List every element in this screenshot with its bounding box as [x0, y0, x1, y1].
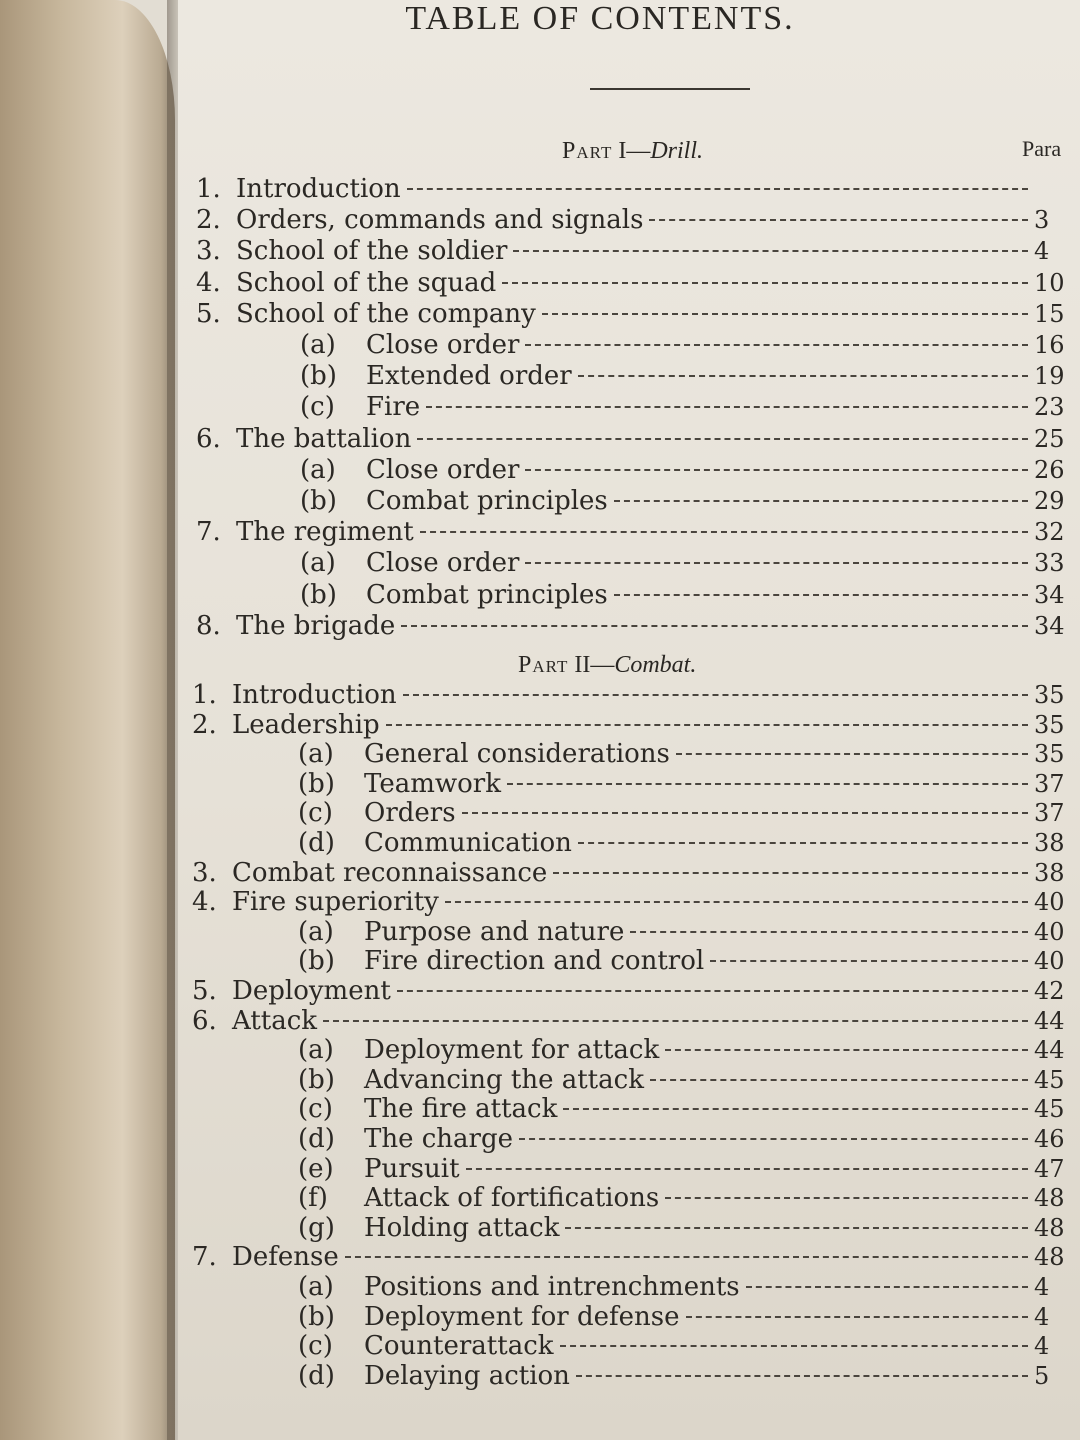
toc-entry-page: 47 — [1034, 1154, 1065, 1183]
toc-entry-page: 38 — [1034, 858, 1065, 887]
part-heading — [562, 138, 703, 165]
toc-entry-page: 48 — [1034, 1243, 1065, 1272]
toc-entry-page: 16 — [1034, 331, 1065, 359]
toc-entry-page: 42 — [1034, 977, 1065, 1005]
toc-entry — [196, 611, 1080, 641]
dot-leader — [650, 1079, 1028, 1081]
toc-entry-letter: (a) — [300, 454, 336, 485]
toc-entry — [298, 946, 1080, 976]
toc-entry-letter: (b) — [298, 946, 335, 977]
part-heading-name: Combat. — [614, 652, 697, 678]
dot-leader — [525, 344, 1028, 346]
toc-entry-title: Purpose and nature — [364, 916, 625, 947]
toc-entry-title: School of the company — [236, 298, 536, 329]
column-header: Para — [1022, 136, 1062, 161]
toc-entry — [298, 1361, 1080, 1391]
part-heading-numeral: I— — [618, 138, 651, 164]
toc-entry-letter: (b) — [300, 361, 337, 392]
toc-entry — [298, 1035, 1080, 1065]
dot-leader — [614, 594, 1028, 596]
toc-entry-page: 25 — [1034, 424, 1065, 453]
toc-entry-title: Teamwork — [364, 768, 501, 799]
toc-entry — [300, 455, 1080, 485]
toc-entry — [196, 299, 1080, 329]
toc-entry-page: 40 — [1034, 888, 1065, 917]
toc-entry-title: Close order — [366, 454, 520, 485]
toc-entry-title: Extended order — [366, 361, 572, 392]
toc-entry-letter: (b) — [300, 486, 337, 516]
toc-entry-page: 26 — [1034, 455, 1065, 484]
toc-entry — [298, 1331, 1080, 1361]
toc-entry — [192, 1006, 1080, 1036]
toc-entry — [298, 1302, 1080, 1332]
toc-entry-letter: (a) — [300, 330, 336, 360]
dot-leader — [397, 990, 1028, 992]
toc-entry-page: 44 — [1034, 1036, 1065, 1065]
dot-leader — [426, 406, 1028, 408]
part-heading-name: Drill. — [650, 138, 704, 164]
toc-entry — [298, 1094, 1080, 1124]
toc-entry-page: 4 — [1034, 1302, 1050, 1331]
toc-entry-title: Fire — [366, 392, 421, 423]
toc-entry-page: 40 — [1034, 917, 1065, 946]
toc-entry — [298, 1124, 1080, 1154]
part-heading-word: Part — [562, 138, 613, 164]
toc-entry-page: 10 — [1034, 268, 1065, 297]
toc-entry-title: The regiment — [236, 517, 414, 548]
toc-entry-title: Deployment for defense — [364, 1301, 680, 1332]
dot-leader — [614, 500, 1028, 502]
dot-leader — [578, 375, 1028, 377]
dot-leader — [513, 250, 1028, 252]
toc-entry-title: The brigade — [236, 610, 396, 641]
toc-entry-page: 37 — [1034, 799, 1065, 828]
toc-entry-title: Introduction — [236, 174, 401, 204]
dot-leader — [401, 625, 1028, 627]
dot-leader — [417, 438, 1028, 440]
dot-leader — [665, 1049, 1028, 1051]
toc-entry — [196, 517, 1080, 547]
dot-leader — [507, 783, 1028, 785]
toc-entry — [300, 580, 1080, 610]
toc-entry-letter: (b) — [298, 768, 335, 799]
toc-entry-letter: (b) — [300, 579, 337, 610]
toc-entry-page: 46 — [1034, 1125, 1065, 1153]
toc-entry-number: 8. — [196, 610, 221, 641]
adjacent-page-edge — [0, 0, 175, 1440]
toc-entry-page: 32 — [1034, 518, 1065, 547]
toc-entry-letter: (b) — [298, 1301, 335, 1332]
toc-entry-number: 2. — [196, 205, 221, 236]
toc-entry — [298, 769, 1080, 799]
toc-entry-title: Fire direction and control — [364, 946, 705, 977]
toc-entry-title: Introduction — [232, 680, 397, 710]
toc-entry — [300, 361, 1080, 391]
toc-entry-page: 4 — [1034, 1273, 1050, 1301]
dot-leader — [462, 812, 1028, 814]
toc-entry-page: 19 — [1034, 362, 1065, 391]
toc-entry-page: 44 — [1034, 1006, 1065, 1035]
toc-entry-number: 5. — [192, 976, 217, 1006]
toc-entry-letter: (c) — [300, 392, 335, 423]
toc-entry-page: 34 — [1034, 580, 1065, 609]
toc-entry — [192, 858, 1080, 888]
toc-entry-number: 4. — [196, 267, 221, 298]
dot-leader — [560, 1345, 1028, 1347]
toc-entry-number: 6. — [192, 1005, 217, 1036]
toc-entry-title: General considerations — [364, 739, 670, 770]
dot-leader — [519, 1138, 1028, 1140]
dot-leader — [578, 842, 1028, 844]
toc-entry-page: 23 — [1034, 393, 1065, 422]
toc-entry-letter: (a) — [298, 739, 334, 770]
toc-entry-page: 15 — [1034, 299, 1065, 328]
toc-entry-page: 40 — [1034, 947, 1065, 976]
toc-entry-page: 35 — [1034, 710, 1065, 739]
dot-leader — [710, 960, 1028, 962]
dot-leader — [563, 1108, 1028, 1110]
toc-entry — [192, 680, 1080, 710]
toc-entry-title: Deployment — [232, 976, 391, 1006]
toc-entry-title: Communication — [364, 828, 572, 858]
dot-leader — [345, 1256, 1028, 1258]
toc-entry — [298, 1154, 1080, 1184]
toc-entry — [196, 268, 1080, 298]
toc-entry-letter: (c) — [298, 798, 333, 829]
toc-entry-letter: (a) — [298, 916, 334, 947]
toc-entry-number: 7. — [196, 517, 221, 548]
toc-entry-title: Advancing the attack — [364, 1064, 644, 1095]
toc-entry-number: 1. — [192, 680, 217, 710]
page-title: TABLE OF CONTENTS. — [405, 0, 795, 37]
toc-entry-title: School of the squad — [236, 267, 497, 298]
toc-entry-page: 37 — [1034, 769, 1065, 798]
dot-leader — [665, 1197, 1028, 1199]
toc-entry-title: Holding attack — [364, 1212, 560, 1243]
toc-entry-letter: (f) — [298, 1183, 328, 1214]
toc-entry-page: 48 — [1034, 1213, 1065, 1242]
toc-entry — [298, 828, 1080, 858]
toc-entry — [300, 392, 1080, 422]
toc-entry-page: 5 — [1034, 1361, 1050, 1390]
dot-leader — [676, 753, 1028, 755]
toc-entry — [298, 1183, 1080, 1213]
toc-entry-page: 3 — [1034, 206, 1050, 235]
toc-entry-title: Orders, commands and signals — [236, 205, 644, 236]
dot-leader — [576, 1375, 1028, 1377]
toc-entry-title: Attack of fortifications — [364, 1183, 660, 1214]
toc-entry — [298, 798, 1080, 828]
toc-entry-number: 4. — [192, 887, 217, 918]
toc-entry-number: 2. — [192, 709, 217, 740]
toc-entry-number: 3. — [192, 857, 217, 888]
toc-entry-title: Leadership — [232, 709, 380, 740]
toc-entry-number: 7. — [192, 1242, 217, 1273]
toc-entry-page: 4 — [1034, 237, 1050, 266]
toc-entry-title: Deployment for attack — [364, 1035, 660, 1066]
toc-entry-title: Combat principles — [366, 579, 608, 610]
toc-entry — [196, 174, 1080, 204]
toc-entry-page: 29 — [1034, 487, 1065, 515]
toc-entry-letter: (d) — [298, 1124, 335, 1154]
toc-entry-title: Delaying action — [364, 1360, 570, 1391]
toc-entry-title: Attack — [232, 1005, 318, 1036]
toc-entry-number: 3. — [196, 236, 221, 267]
toc-entry-title: Close order — [366, 330, 520, 360]
toc-entry-page: 35 — [1034, 681, 1065, 709]
toc-entry-title: Pursuit — [364, 1153, 460, 1184]
toc-entry-title: Close order — [366, 548, 520, 579]
toc-entry-letter: (b) — [298, 1064, 335, 1095]
dot-leader — [323, 1020, 1028, 1022]
toc-entry-title: The fire attack — [364, 1094, 558, 1125]
toc-entry — [192, 710, 1080, 740]
toc-entry-page: 33 — [1034, 549, 1065, 578]
title-rule — [590, 88, 750, 90]
dot-leader — [553, 872, 1028, 874]
toc-entry-page: 45 — [1034, 1095, 1065, 1124]
toc-entry-letter: (d) — [298, 1360, 335, 1391]
toc-entry-title: Positions and intrenchments — [364, 1272, 740, 1302]
dot-leader — [407, 188, 1028, 190]
toc-entry-letter: (e) — [298, 1153, 334, 1184]
toc-entry-title: Counterattack — [364, 1331, 554, 1362]
part-heading-numeral: II— — [574, 652, 615, 678]
dot-leader — [542, 313, 1028, 315]
toc-entry — [192, 1242, 1080, 1272]
dot-leader — [386, 724, 1028, 726]
toc-entry-letter: (c) — [298, 1331, 333, 1362]
dot-leader — [746, 1286, 1028, 1288]
toc-entry-title: Combat principles — [366, 486, 608, 516]
toc-entry-title: Orders — [364, 798, 456, 829]
dot-leader — [420, 531, 1028, 533]
dot-leader — [630, 931, 1028, 933]
toc-entry — [192, 976, 1080, 1006]
toc-entry-letter: (c) — [298, 1094, 333, 1125]
toc-entry-number: 6. — [196, 423, 221, 454]
toc-entry-title: The charge — [364, 1124, 514, 1154]
dot-leader — [525, 469, 1028, 471]
dot-leader — [403, 694, 1028, 696]
toc-entry-title: Defense — [232, 1242, 339, 1273]
toc-entry-number: 1. — [196, 174, 221, 204]
dot-leader — [565, 1227, 1028, 1229]
toc-entry-number: 5. — [196, 298, 221, 329]
toc-entry — [300, 330, 1080, 360]
toc-entry — [300, 486, 1080, 516]
toc-entry — [196, 205, 1080, 235]
dot-leader — [502, 282, 1028, 284]
toc-entry-letter: (a) — [298, 1035, 334, 1066]
toc-entry-letter: (a) — [300, 548, 336, 579]
toc-entry — [298, 1213, 1080, 1243]
dot-leader — [649, 219, 1028, 221]
dot-leader — [525, 562, 1028, 564]
part-heading-word: Part — [518, 652, 569, 678]
toc-entry — [196, 236, 1080, 266]
toc-entry-page: 35 — [1034, 740, 1065, 769]
toc-entry-page: 4 — [1034, 1332, 1050, 1361]
toc-entry — [298, 917, 1080, 947]
toc-entry — [196, 424, 1080, 454]
dot-leader — [466, 1168, 1028, 1170]
toc-entry-letter: (d) — [298, 828, 335, 858]
toc-entry-title: Fire superiority — [232, 887, 439, 918]
toc-entry-page: 34 — [1034, 611, 1065, 640]
toc-entry-title: School of the soldier — [236, 236, 508, 267]
part-heading — [518, 652, 696, 679]
toc-entry-letter: (a) — [298, 1272, 334, 1302]
toc-entry-title: Combat reconnaissance — [232, 857, 548, 888]
toc-entry — [298, 739, 1080, 769]
toc-entry-page: 48 — [1034, 1184, 1065, 1213]
toc-entry — [298, 1272, 1080, 1302]
toc-entry-page: 45 — [1034, 1065, 1065, 1094]
toc-entry — [300, 548, 1080, 578]
toc-entry-page: 38 — [1034, 829, 1065, 857]
dot-leader — [686, 1316, 1028, 1318]
toc-entry-title: The battalion — [236, 423, 412, 454]
toc-entry — [298, 1065, 1080, 1095]
toc-entry — [192, 887, 1080, 917]
toc-entry-letter: (g) — [298, 1212, 335, 1243]
dot-leader — [445, 901, 1028, 903]
